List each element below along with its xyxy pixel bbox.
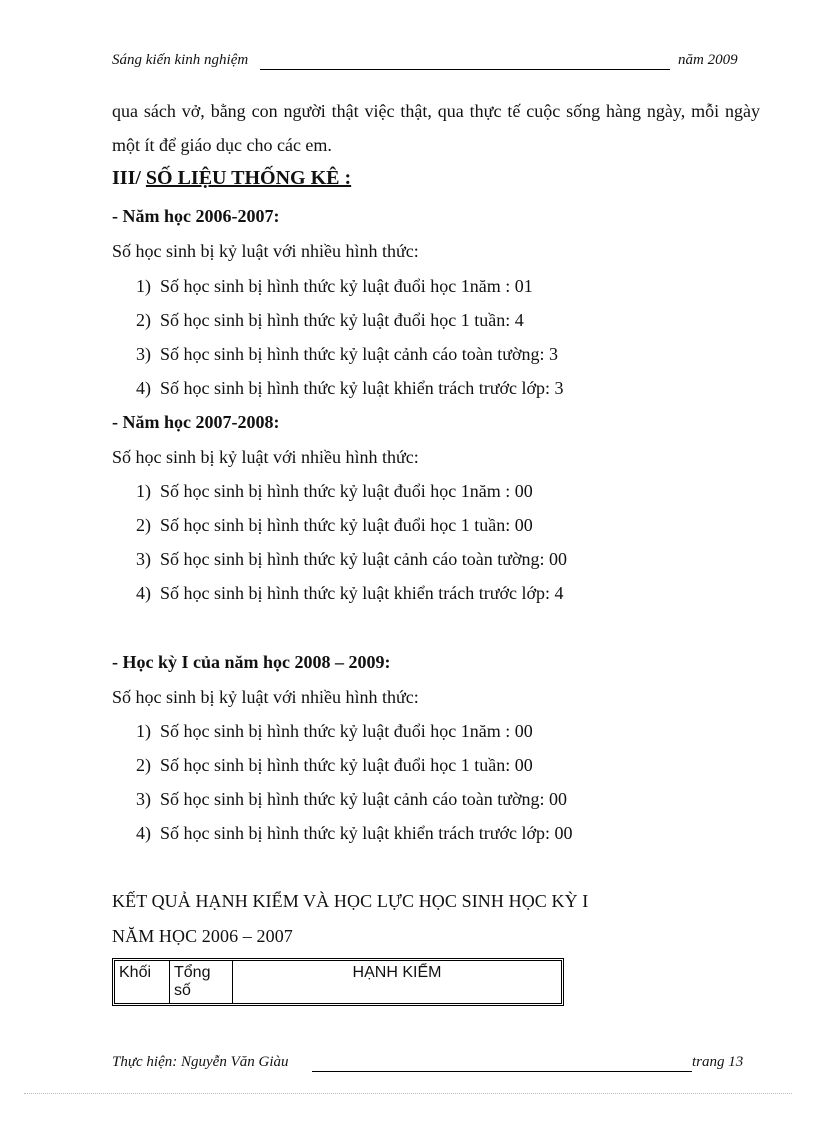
list-item: 1) Số học sinh bị hình thức kỷ luật đuổi học 1năm : 01 [136,276,533,296]
list-item: 3) Số học sinh bị hình thức kỷ luật cảnh cáo toàn tường: 00 [136,549,567,569]
list-item: 1) Số học sinh bị hình thức kỷ luật đuổi học 1năm : 00 [136,721,533,741]
footer-rule [312,1071,692,1072]
section-roman: III/ [112,167,146,189]
table-header-cell: Tổng số [170,961,233,1003]
list-item: 3) Số học sinh bị hình thức kỷ luật cảnh cáo toàn tường: 3 [136,344,558,364]
list-item: 2) Số học sinh bị hình thức kỷ luật đuổi học 1 tuần: 00 [136,515,533,535]
header-title: Sáng kiến kinh nghiệm [112,52,249,68]
intro-paragraph: qua sách vở, bằng con người thật việc thật, qua thực tế cuộc sống hàng ngày, mỗi ngày một ít để giáo dục cho các em. [112,101,760,155]
list-item: 4) Số học sinh bị hình thức kỷ luật khiển trách trước lớp: 00 [136,823,573,843]
page-footer [112,1054,752,1076]
footer-page-number: trang 13 [692,1054,744,1070]
list-item: 4) Số học sinh bị hình thức kỷ luật khiển trách trước lớp: 4 [136,583,564,603]
results-title: KẾT QUẢ HẠNH KIỂM VÀ HỌC LỰC HỌC SINH HỌC KỲ I [112,891,589,911]
list-item: 2) Số học sinh bị hình thức kỷ luật đuổi học 1 tuần: 4 [136,310,524,330]
year-heading-text: Học kỳ I của năm học 2008 – 2009: [122,652,391,672]
year-heading: - Năm học 2006-2007: [112,206,280,226]
list-item: 3) Số học sinh bị hình thức kỷ luật cảnh cáo toàn tường: 00 [136,789,567,809]
year-heading: - Học kỳ I của năm học 2008 – 2009: [112,652,391,672]
year-heading-text: Năm học 2007-2008: [122,412,280,432]
year-lead: Số học sinh bị kỷ luật với nhiều hình thức: [112,241,419,261]
year-heading-text: Năm học 2006-2007: [122,206,280,226]
header-year: năm 2009 [678,52,738,68]
year-lead: Số học sinh bị kỷ luật với nhiều hình thức: [112,447,419,467]
year-lead: Số học sinh bị kỷ luật với nhiều hình thức: [112,687,419,707]
conduct-table [112,958,564,1006]
results-subtitle: NĂM HỌC 2006 – 2007 [112,926,293,946]
list-item: 1) Số học sinh bị hình thức kỷ luật đuổi học 1năm : 00 [136,481,533,501]
page-header [112,52,752,74]
header-rule [260,69,670,70]
footer-author: Thực hiện: Nguyễn Văn Giàu [112,1054,289,1070]
table-header-cell: HẠNH KIỂM [352,964,442,981]
section-title: SỐ LIỆU THỐNG KÊ : [145,167,352,189]
table-header-row [115,961,561,1003]
year-heading: - Năm học 2007-2008: [112,412,280,432]
table-header-cell: Khối [115,961,170,1003]
section-heading [112,167,351,190]
list-item: 2) Số học sinh bị hình thức kỷ luật đuổi học 1 tuần: 00 [136,755,533,775]
page-bottom-divider [24,1093,792,1094]
list-item: 4) Số học sinh bị hình thức kỷ luật khiển trách trước lớp: 3 [136,378,564,398]
